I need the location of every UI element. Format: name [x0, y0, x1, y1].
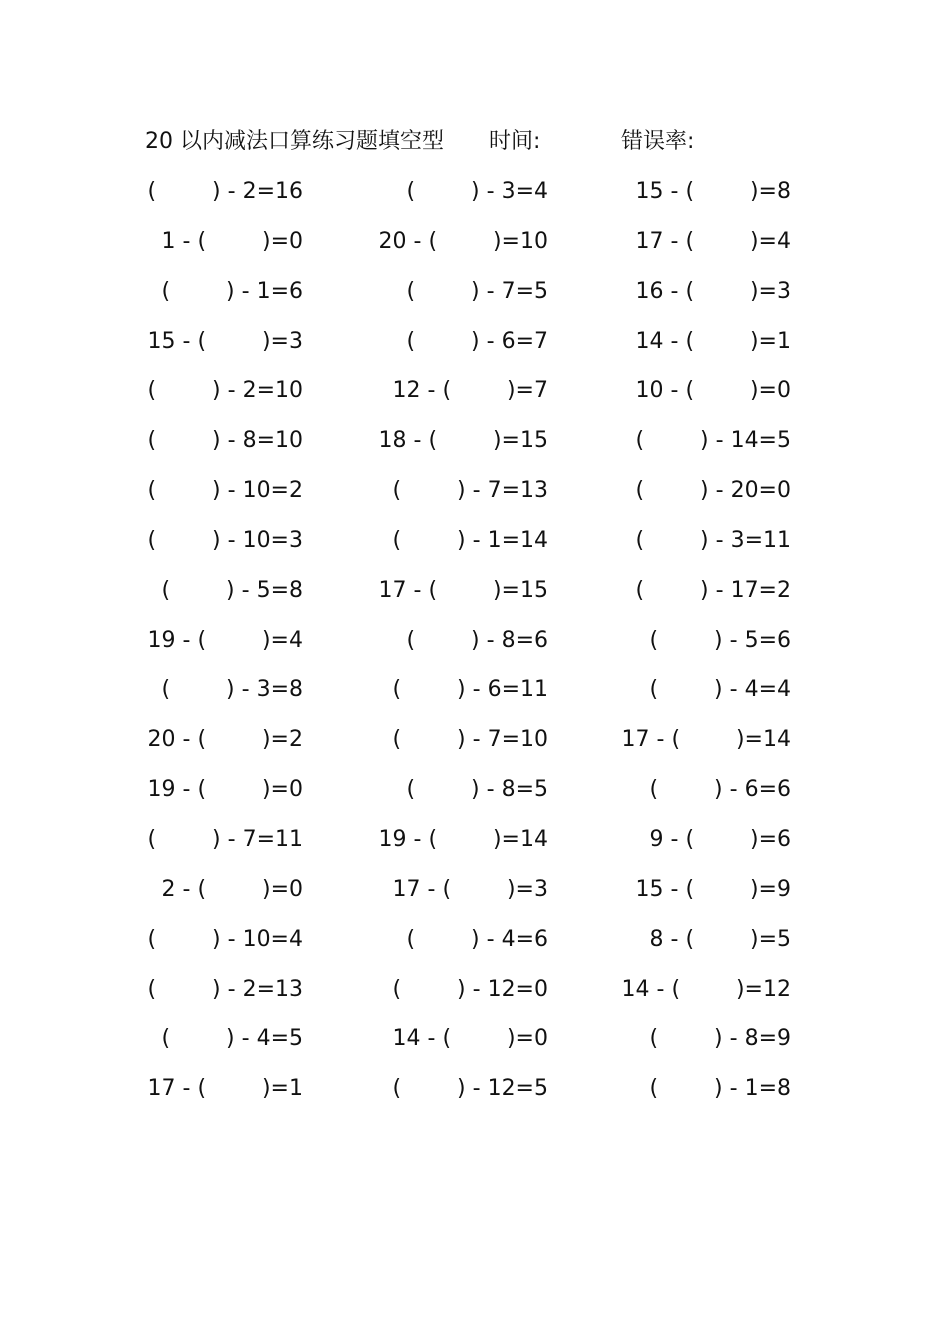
- problem-row: [0, 571, 950, 621]
- problem-item: 18 - ( )=15: [378, 428, 548, 454]
- problem-item: ( ) - 8=9: [649, 1026, 791, 1052]
- problem-row: [0, 970, 950, 1020]
- problem-item: 19 - ( )=4: [147, 627, 303, 653]
- problem-item: ( ) - 4=5: [161, 1026, 303, 1052]
- problem-item: 17 - ( )=1: [147, 1076, 303, 1102]
- problem-item: ( ) - 1=14: [392, 527, 548, 553]
- problem-item: ( ) - 12=5: [392, 1076, 548, 1102]
- problem-row: [0, 172, 950, 222]
- problem-item: 14 - ( )=1: [635, 328, 791, 354]
- problem-row: [0, 870, 950, 920]
- time-label: 时间:: [489, 129, 541, 154]
- worksheet-title: 20 以内减法口算练习题填空型: [145, 129, 444, 154]
- problem-item: ( ) - 4=6: [406, 926, 548, 952]
- problem-item: ( ) - 12=0: [392, 976, 548, 1002]
- problem-item: 12 - ( )=7: [392, 378, 548, 404]
- problem-row: [0, 322, 950, 372]
- problem-item: ( ) - 10=3: [147, 527, 303, 553]
- problem-row: [0, 820, 950, 870]
- error-rate-label: 错误率:: [621, 129, 695, 154]
- problem-item: ( ) - 6=6: [649, 777, 791, 803]
- problem-row: [0, 1069, 950, 1119]
- problem-item: 14 - ( )=12: [621, 976, 791, 1002]
- problem-item: 19 - ( )=0: [147, 777, 303, 803]
- problem-item: 15 - ( )=9: [635, 876, 791, 902]
- problem-item: 9 - ( )=6: [649, 826, 791, 852]
- problem-row: [0, 720, 950, 770]
- problem-item: 8 - ( )=5: [649, 926, 791, 952]
- problem-item: ( ) - 1=6: [161, 278, 303, 304]
- problem-item: ( ) - 6=11: [392, 677, 548, 703]
- problem-item: ( ) - 14=5: [635, 428, 791, 454]
- problem-item: 16 - ( )=3: [635, 278, 791, 304]
- problem-item: 20 - ( )=10: [378, 228, 548, 254]
- problem-item: ( ) - 3=8: [161, 677, 303, 703]
- problem-item: 2 - ( )=0: [161, 876, 303, 902]
- problem-item: ( ) - 20=0: [635, 478, 791, 504]
- problem-row: [0, 920, 950, 970]
- problem-row: [0, 621, 950, 671]
- problem-item: ( ) - 17=2: [635, 577, 791, 603]
- problem-row: [0, 471, 950, 521]
- problem-item: ( ) - 7=5: [406, 278, 548, 304]
- problem-item: ( ) - 5=8: [161, 577, 303, 603]
- problem-item: 17 - ( )=14: [621, 727, 791, 753]
- problem-grid: [0, 172, 950, 1119]
- problem-item: ( ) - 3=4: [406, 179, 548, 204]
- problem-item: ( ) - 3=11: [635, 527, 791, 553]
- problem-item: ( ) - 7=11: [147, 826, 303, 852]
- problem-row: [0, 222, 950, 272]
- problem-row: [0, 770, 950, 820]
- worksheet-header: [145, 124, 765, 160]
- problem-item: ( ) - 10=4: [147, 926, 303, 952]
- problem-item: ( ) - 1=8: [649, 1076, 791, 1102]
- problem-item: 15 - ( )=8: [635, 179, 791, 204]
- problem-item: ( ) - 10=2: [147, 478, 303, 504]
- problem-item: ( ) - 7=10: [392, 727, 548, 753]
- problem-item: ( ) - 2=16: [147, 179, 303, 204]
- problem-item: 15 - ( )=3: [147, 328, 303, 354]
- problem-item: 1 - ( )=0: [161, 228, 303, 254]
- problem-item: ( ) - 2=10: [147, 378, 303, 404]
- problem-item: ( ) - 8=10: [147, 428, 303, 454]
- problem-item: ( ) - 7=13: [392, 478, 548, 504]
- problem-item: 10 - ( )=0: [635, 378, 791, 404]
- problem-item: 20 - ( )=2: [147, 727, 303, 753]
- problem-item: ( ) - 2=13: [147, 976, 303, 1002]
- problem-row: [0, 421, 950, 471]
- problem-row: [0, 670, 950, 720]
- problem-row: [0, 371, 950, 421]
- problem-row: [0, 1019, 950, 1069]
- problem-item: 19 - ( )=14: [378, 826, 548, 852]
- problem-item: 17 - ( )=15: [378, 577, 548, 603]
- problem-row: [0, 521, 950, 571]
- problem-item: ( ) - 6=7: [406, 328, 548, 354]
- problem-item: 14 - ( )=0: [392, 1026, 548, 1052]
- problem-item: 17 - ( )=4: [635, 228, 791, 254]
- problem-item: ( ) - 8=6: [406, 627, 548, 653]
- problem-item: ( ) - 8=5: [406, 777, 548, 803]
- problem-item: 17 - ( )=3: [392, 876, 548, 902]
- problem-item: ( ) - 4=4: [649, 677, 791, 703]
- problem-item: ( ) - 5=6: [649, 627, 791, 653]
- problem-row: [0, 272, 950, 322]
